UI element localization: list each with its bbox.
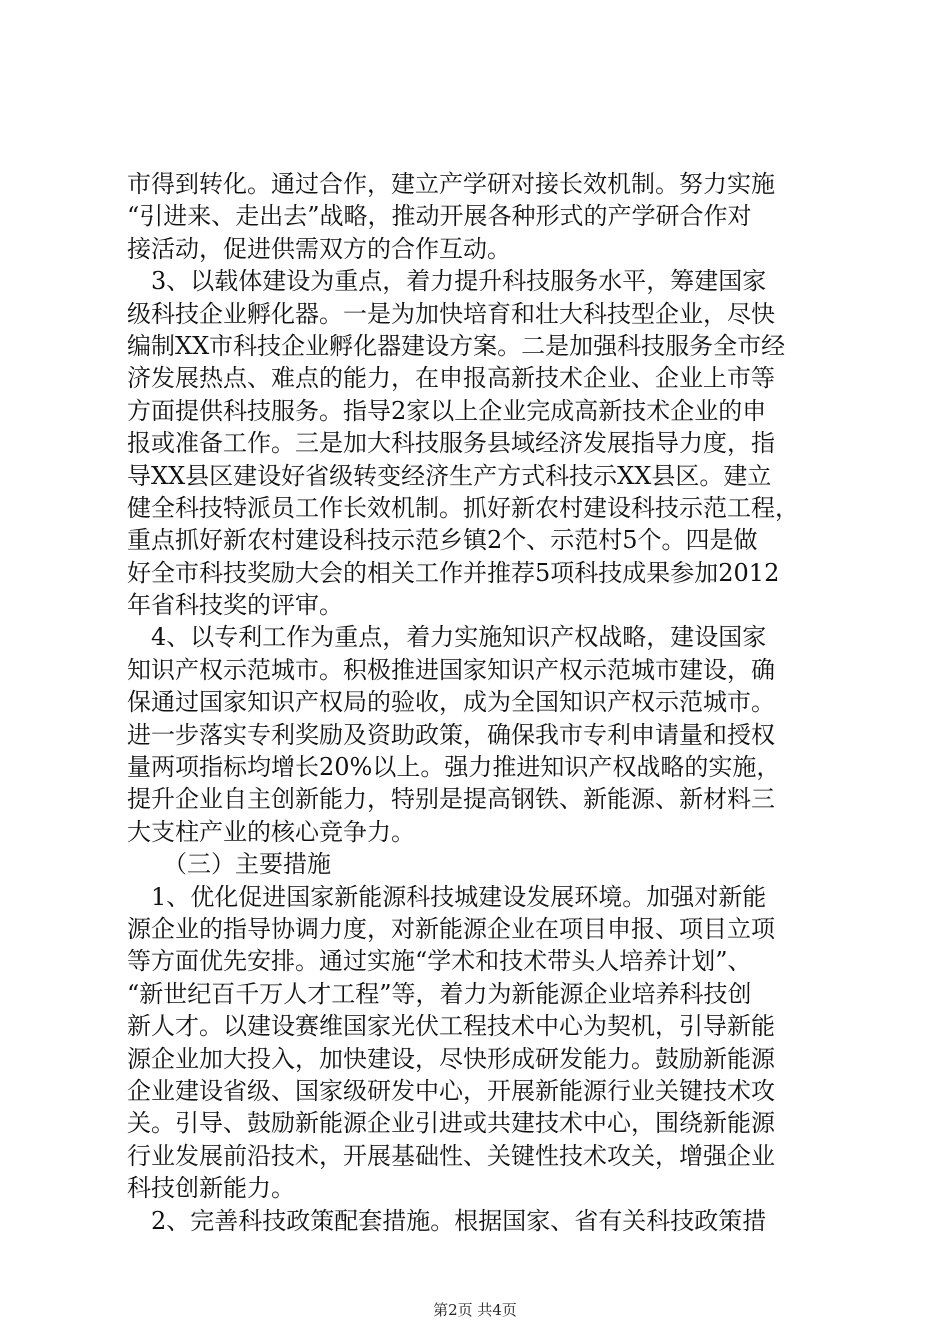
- text-line: 3、以载体建设为重点，着力提升科技服务水平，筹建国家: [127, 267, 767, 296]
- text-line: 进一步落实专利奖励及资助政策，确保我市专利申请量和授权: [127, 720, 775, 749]
- text-line: 级科技企业孵化器。一是为加快培育和壮大科技型企业，尽快: [127, 299, 775, 328]
- text-line: 年省科技奖的评审。: [127, 591, 343, 620]
- text-line: 导XX县区建设好省级转变经济生产方式科技示XX县区。建立: [127, 461, 772, 490]
- text-line: 大支柱产业的核心竞争力。: [127, 817, 415, 846]
- text-line: 重点抓好新农村建设科技示范乡镇2个、示范村5个。四是做: [127, 526, 758, 555]
- text-line: 等方面优先安排。通过实施“学术和技术带头人培养计划”、: [127, 947, 752, 976]
- text-line: 方面提供科技服务。指导2家以上企业完成高新技术企业的申: [127, 396, 767, 425]
- text-line: 编制XX市科技企业孵化器建设方案。二是加强科技服务全市经: [127, 331, 786, 360]
- text-line: 市得到转化。通过合作，建立产学研对接长效机制。努力实施: [127, 170, 775, 198]
- text-line: 报或准备工作。三是加大科技服务县域经济发展指导力度，指: [127, 429, 775, 458]
- text-line: 4、以专利工作为重点，着力实施知识产权战略，建设国家: [127, 623, 767, 652]
- text-line: 关。引导、鼓励新能源企业引进或共建技术中心，围绕新能源: [127, 1109, 775, 1138]
- text-line: 健全科技特派员工作长效机制。抓好新农村建设科技示范工程，: [127, 493, 799, 522]
- section-heading: （三）主要措施: [127, 850, 331, 879]
- text-line: 保通过国家知识产权局的验收，成为全国知识产权示范城市。: [127, 688, 775, 717]
- text-line: 源企业加大投入，加快建设，尽快形成研发能力。鼓励新能源: [127, 1044, 775, 1073]
- text-line: “新世纪百千万人才工程”等，着力为新能源企业培养科技创: [127, 979, 752, 1008]
- text-line: 行业发展前沿技术，开展基础性、关键性技术攻关，增强企业: [127, 1141, 775, 1170]
- text-line: 源企业的指导协调力度，对新能源企业在项目申报、项目立项: [127, 914, 775, 943]
- body-text: [127, 168, 832, 1237]
- text-line: 好全市科技奖励大会的相关工作并推荐5项科技成果参加2012: [127, 558, 780, 587]
- text-line: 2、完善科技政策配套措施。根据国家、省有关科技政策措: [127, 1206, 767, 1235]
- text-line: 1、优化促进国家新能源科技城建设发展环境。加强对新能: [127, 882, 767, 911]
- page-number-footer: 第2页 共4页: [433, 1301, 517, 1319]
- text-line: 新人才。以建设赛维国家光伏工程技术中心为契机，引导新能: [127, 1012, 775, 1041]
- text-line: 量两项指标均增长20%以上。强力推进知识产权战略的实施，: [127, 753, 781, 782]
- text-line: 企业建设省级、国家级研发中心，开展新能源行业关键技术攻: [127, 1076, 775, 1105]
- text-line: 接活动，促进供需双方的合作互动。: [127, 234, 511, 263]
- text-line: 知识产权示范城市。积极推进国家知识产权示范城市建设，确: [127, 655, 775, 684]
- text-line: 济发展热点、难点的能力，在申报高新技术企业、企业上市等: [127, 364, 775, 393]
- text-line: “引进来、走出去”战略，推动开展各种形式的产学研合作对: [127, 202, 752, 231]
- text-line: 科技创新能力。: [127, 1174, 295, 1203]
- text-line: 提升企业自主创新能力，特别是提高钢铁、新能源、新材料三: [127, 785, 775, 814]
